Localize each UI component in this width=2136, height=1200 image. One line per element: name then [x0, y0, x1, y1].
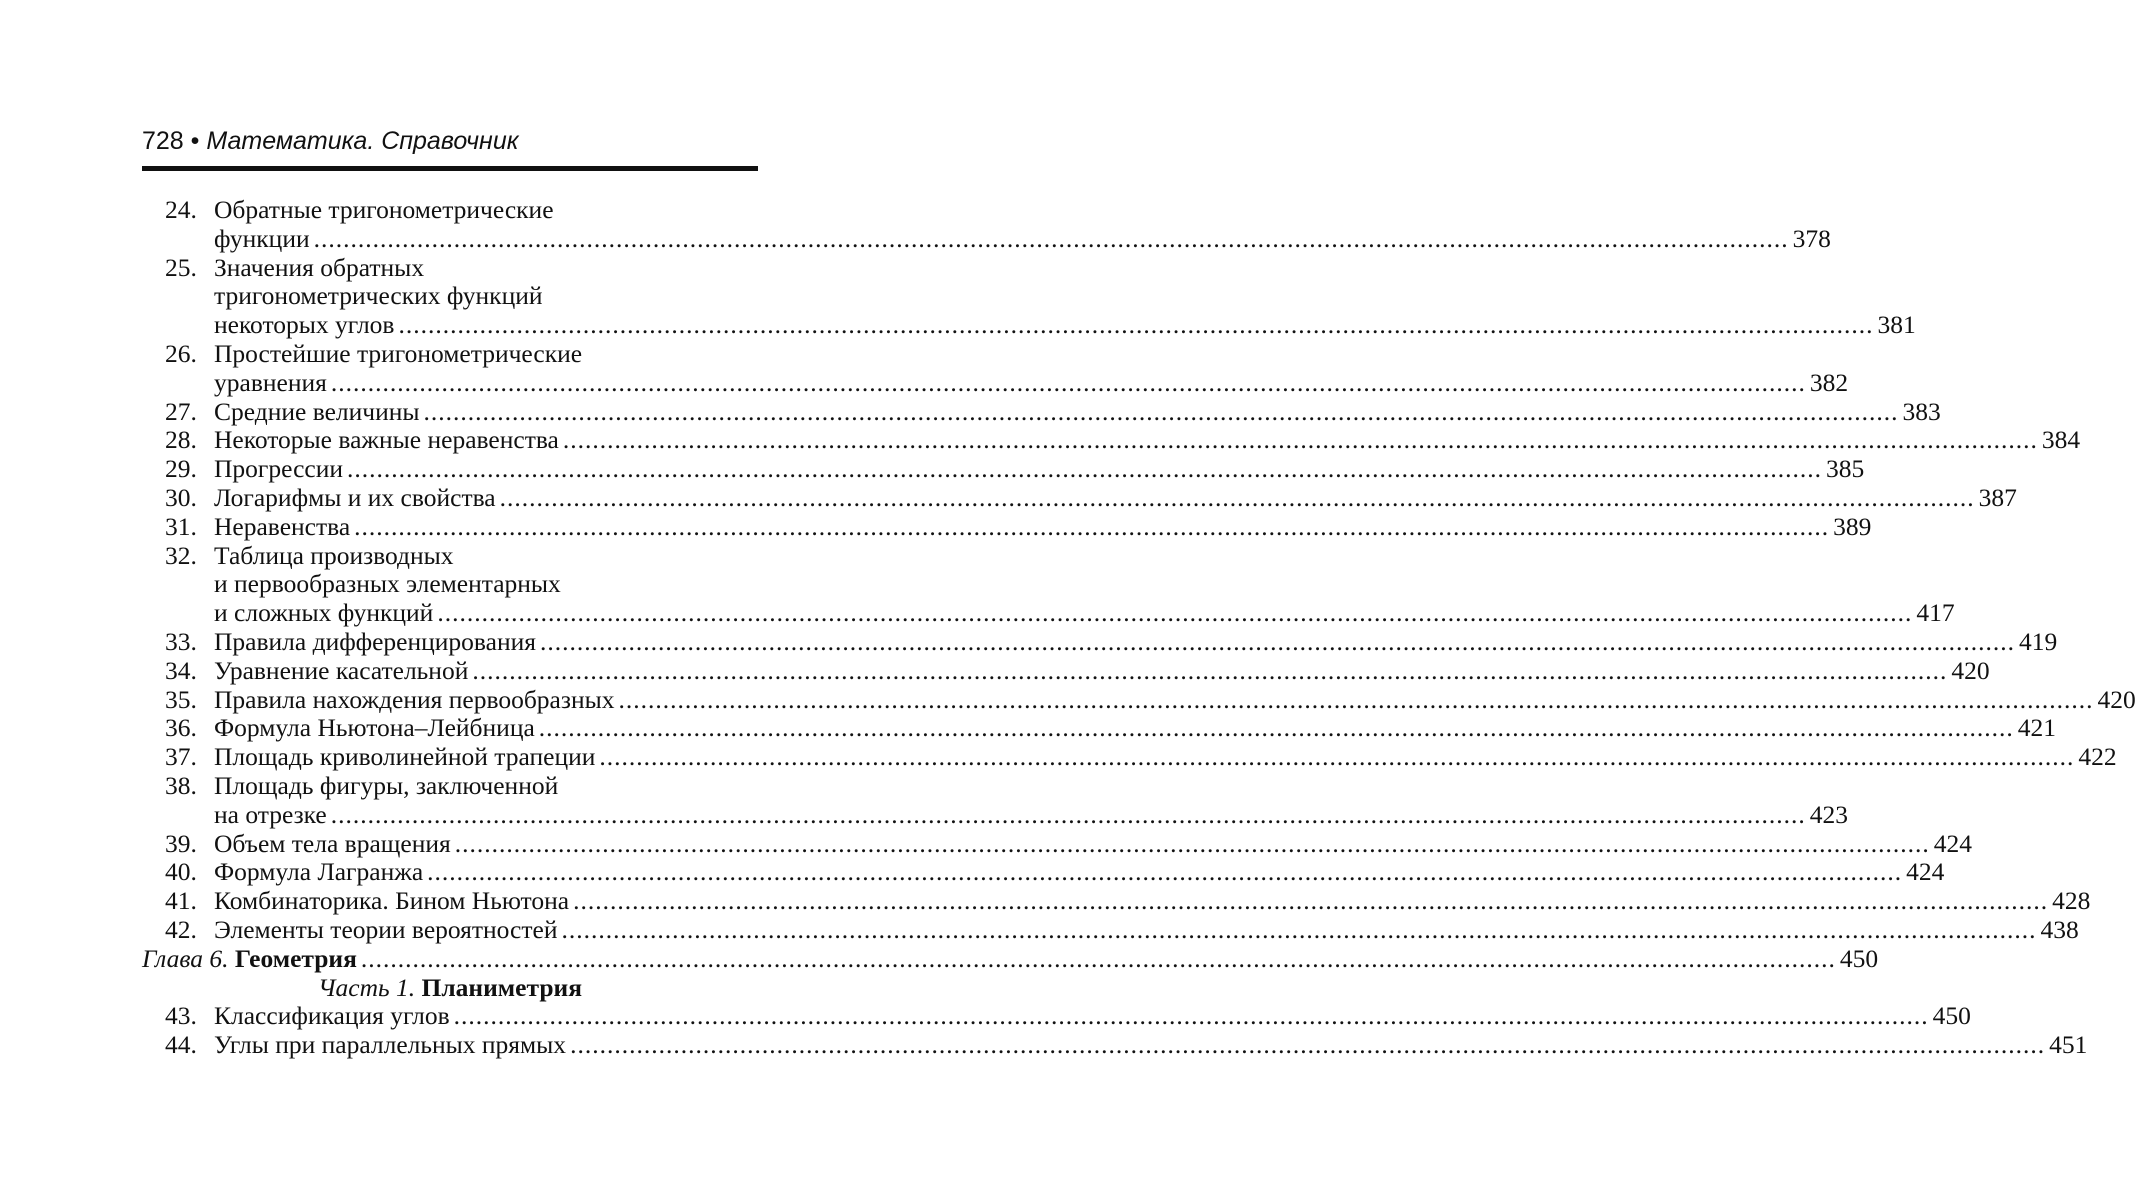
toc-entry[interactable] — [142, 252, 1916, 340]
toc-entry[interactable] — [142, 828, 1972, 859]
toc-entry-title: Комбинаторика. Бином Ньютона — [214, 886, 570, 916]
toc-entry-leader-row[interactable] — [214, 626, 2058, 657]
toc-entry-number: 31. — [165, 511, 197, 541]
toc-entry[interactable] — [142, 396, 1941, 427]
dot-leader: ........................................................................................................................................................................................................ — [437, 598, 1913, 628]
toc-entry-number: 33. — [165, 626, 197, 656]
toc-entry-number: 35. — [165, 684, 197, 714]
toc-line — [142, 1001, 1971, 1031]
toc-entry-leader-row[interactable] — [214, 396, 1941, 427]
chapter-page: 450 — [1839, 943, 1879, 973]
toc-entry[interactable] — [142, 655, 1990, 686]
toc-entry-title: Площадь криволинейной трапеции — [214, 742, 596, 772]
toc-line — [142, 772, 758, 801]
dot-leader: ........................................................................................................................................................................................................ — [539, 626, 2015, 656]
toc-entry-leader-row[interactable] — [214, 511, 1872, 542]
toc-entry-number: 29. — [165, 454, 197, 484]
chapter-heading[interactable] — [142, 943, 1879, 974]
dot-leader: ........................................................................................................................................................................................................ — [453, 1001, 1929, 1031]
toc-entry-leader-row[interactable] — [214, 454, 1865, 484]
toc-entry[interactable] — [142, 742, 2117, 772]
toc-entry[interactable] — [142, 713, 2057, 743]
toc-entry-page: 428 — [2052, 886, 2091, 916]
toc-line — [142, 511, 1872, 542]
toc-entry-number: 42. — [165, 914, 197, 944]
toc-entry-page: 421 — [2017, 713, 2057, 743]
toc-entry-page: 378 — [1792, 223, 1831, 253]
toc-line — [142, 799, 1848, 830]
toc-entry-title-part: Таблица производных — [214, 540, 454, 570]
header-rule — [142, 166, 758, 171]
toc-entry-leader-row[interactable] — [214, 713, 2057, 743]
toc-entry-leader-row[interactable] — [214, 886, 2091, 916]
toc-entry[interactable] — [142, 886, 2091, 916]
toc-entry-title: Уравнение касательной — [214, 655, 469, 685]
part-name: Планиметрия — [421, 972, 583, 1002]
toc-entry-number: 32. — [165, 540, 197, 570]
toc-entry-title: Классификация углов — [214, 1001, 450, 1031]
toc-line — [142, 223, 1831, 254]
toc-entry-title: Неравенства — [214, 511, 351, 541]
toc-entry-number: 40. — [165, 857, 197, 887]
toc-entry-page: 381 — [1877, 310, 1916, 340]
dot-leader: ........................................................................................................................................................................................................ — [472, 655, 1948, 685]
toc-entry-page: 420 — [2097, 684, 2136, 714]
part-label: Часть 1. — [317, 972, 416, 1002]
toc-entry[interactable] — [142, 1001, 1971, 1031]
toc-line — [142, 1030, 2088, 1060]
toc-entry-number: 27. — [165, 396, 197, 426]
toc-entry-number: 41. — [165, 886, 197, 916]
dot-leader: ........................................................................................................................................................................................................ — [618, 684, 2094, 714]
toc-line — [142, 598, 1955, 628]
toc-entry-number: 36. — [165, 713, 197, 743]
toc-line — [142, 626, 2058, 657]
toc-entry-number: 30. — [165, 482, 197, 512]
toc-entry[interactable] — [142, 338, 1849, 398]
toc-entry[interactable] — [142, 454, 1865, 484]
toc-entry-page: 385 — [1826, 454, 1865, 484]
toc-entry-page: 389 — [1833, 511, 1872, 541]
toc-entry-leader-row[interactable] — [214, 223, 1831, 254]
toc-line — [142, 282, 758, 311]
toc-entry-title: Формула Ньютона–Лейбница — [214, 713, 535, 743]
toc-entry-leader-row[interactable] — [214, 310, 1916, 340]
toc-entry-title: и сложных функций — [214, 598, 434, 628]
toc-entry-number: 39. — [165, 828, 197, 858]
dot-leader: ........................................................................................................................................................................................................ — [561, 914, 2037, 944]
dot-leader: ........................................................................................................................................................................................................ — [570, 1030, 2046, 1060]
dot-leader: ........................................................................................................................................................................................................ — [599, 742, 2075, 772]
toc-line — [142, 482, 2017, 513]
dot-leader: ........................................................................................................................................................................................................ — [313, 223, 1789, 253]
dot-leader: ........................................................................................................................................................................................................ — [538, 713, 2014, 743]
toc-entry-title: функции — [214, 223, 310, 253]
toc-entry[interactable] — [142, 511, 1872, 542]
toc-entry-title: Правила нахождения первообразных — [214, 684, 615, 714]
toc-line — [142, 310, 1916, 340]
toc-entry-title: Формула Лагранжа — [214, 857, 424, 887]
toc-entry-leader-row[interactable] — [214, 482, 2017, 513]
toc-entry-page: 424 — [1933, 828, 1972, 858]
dot-leader: ........................................................................................................................................................................................................ — [354, 511, 1830, 541]
chapter-leader-row — [142, 943, 1879, 974]
toc-entry-title-part: Площадь фигуры, заключенной — [214, 770, 559, 800]
toc-entry-leader-row[interactable] — [214, 598, 1955, 628]
toc-entry-number: 26. — [165, 338, 197, 368]
toc-entry[interactable] — [142, 1030, 2088, 1060]
toc-entry-leader-row[interactable] — [214, 655, 1990, 686]
toc-entry-title-part: Обратные тригонометрические — [214, 195, 554, 224]
header-separator: • — [190, 127, 200, 155]
dot-leader: ........................................................................................................................................................................................................ — [330, 799, 1806, 829]
running-header — [142, 118, 758, 168]
header-text — [142, 126, 519, 156]
toc-entry-page: 419 — [2018, 626, 2058, 656]
toc-entry-number: 34. — [165, 655, 197, 685]
toc-entry-title: Правила дифференцирования — [214, 626, 536, 656]
dot-leader: ........................................................................................................................................................................................................ — [360, 943, 1836, 973]
toc-entry-number: 37. — [165, 742, 197, 772]
toc-entry-title-part: Простейшие тригонометрические — [214, 338, 583, 368]
toc-entry-title: Прогрессии — [214, 454, 344, 484]
toc-entry-title: Логарифмы и их свойства — [214, 482, 496, 512]
toc-entry-leader-row[interactable] — [214, 425, 2081, 455]
toc-line — [142, 742, 2117, 772]
toc-line — [142, 713, 2057, 743]
dot-leader: ........................................................................................................................................................................................................ — [562, 425, 2038, 455]
toc-entry[interactable] — [142, 857, 1945, 887]
toc-entry-leader-row[interactable] — [214, 742, 2117, 772]
toc-line — [142, 396, 1941, 427]
toc-line — [142, 340, 758, 369]
dot-leader: ........................................................................................................................................................................................................ — [347, 454, 1823, 484]
toc-line — [142, 196, 758, 225]
toc-line — [142, 684, 2136, 715]
chapter-name: Геометрия — [234, 943, 357, 973]
toc-entry-number: 43. — [165, 1001, 197, 1031]
toc-entry-title: на отрезке — [214, 799, 327, 829]
toc-line — [142, 857, 1945, 887]
header-page-number: 728 — [142, 127, 184, 155]
toc-entry[interactable] — [142, 425, 2081, 455]
dot-leader: ........................................................................................................................................................................................................ — [454, 828, 1930, 858]
dot-leader: ........................................................................................................................................................................................................ — [499, 482, 1975, 512]
toc-entry-page: 387 — [1978, 482, 2017, 512]
toc-entry[interactable] — [142, 195, 1831, 254]
toc-entry[interactable] — [142, 626, 2058, 657]
toc-entry-leader-row[interactable] — [214, 914, 2079, 945]
dot-leader: ........................................................................................................................................................................................................ — [427, 857, 1903, 887]
toc-entry-leader-row[interactable] — [214, 1030, 2088, 1060]
chapter-title — [142, 945, 357, 974]
toc-entry-page: 417 — [1916, 598, 1955, 628]
toc-entry-number: 44. — [165, 1030, 197, 1060]
dot-leader: ........................................................................................................................................................................................................ — [423, 396, 1899, 426]
toc-entry-page: 420 — [1951, 655, 1990, 685]
toc-entry-title-part: тригонометрических функций — [214, 281, 543, 311]
toc-line — [142, 454, 1865, 484]
header-title: Математика. Справочник — [206, 127, 519, 155]
toc-entry[interactable] — [142, 914, 2079, 945]
part-heading[interactable] — [142, 974, 758, 1003]
dot-leader: ........................................................................................................................................................................................................ — [330, 367, 1806, 397]
toc-entry-title-part: Значения обратных — [214, 252, 425, 282]
toc-entry-page: 382 — [1809, 367, 1849, 397]
toc-entry-page: 424 — [1906, 857, 1945, 887]
toc-entry[interactable] — [142, 540, 1955, 628]
toc-entry-page: 423 — [1809, 799, 1848, 829]
table-of-contents — [142, 195, 2136, 1060]
toc-entry-page: 451 — [2049, 1030, 2088, 1060]
toc-entry-page: 422 — [2078, 742, 2117, 772]
toc-line — [142, 570, 758, 599]
toc-entry-leader-row[interactable] — [214, 799, 1848, 830]
toc-entry-number: 25. — [165, 252, 197, 282]
toc-entry-leader-row[interactable] — [214, 367, 1849, 398]
toc-line — [142, 914, 2079, 945]
toc-entry-number: 24. — [165, 195, 197, 224]
toc-entry-leader-row[interactable] — [214, 857, 1945, 887]
toc-entry-title: Элементы теории вероятностей — [214, 914, 558, 944]
toc-line — [142, 425, 2081, 455]
toc-entry-title: Углы при параллельных прямых — [214, 1030, 567, 1060]
toc-entry-page: 384 — [2041, 425, 2081, 455]
toc-entry-page: 438 — [2040, 914, 2079, 944]
toc-line — [142, 542, 758, 571]
toc-entry[interactable] — [142, 684, 2136, 715]
toc-entry-number: 38. — [165, 770, 197, 800]
toc-line — [142, 254, 758, 283]
toc-entry[interactable] — [142, 770, 1848, 830]
toc-line — [142, 828, 1972, 859]
toc-entry-number: 28. — [165, 425, 197, 455]
toc-entry-leader-row[interactable] — [214, 828, 1972, 859]
toc-entry-leader-row[interactable] — [214, 1001, 1971, 1031]
toc-entry-title: Средние величины — [214, 396, 420, 426]
toc-entry-page: 383 — [1902, 396, 1941, 426]
toc-line — [142, 367, 1849, 398]
dot-leader: ........................................................................................................................................................................................................ — [398, 310, 1874, 340]
toc-entry-leader-row[interactable] — [214, 684, 2136, 715]
toc-line — [142, 655, 1990, 686]
toc-entry-title: некоторых углов — [214, 310, 395, 340]
toc-entry[interactable] — [142, 482, 2017, 513]
toc-entry-title: Объем тела вращения — [214, 828, 451, 858]
chapter-label: Глава 6. — [142, 943, 229, 973]
toc-entry-page: 450 — [1932, 1001, 1971, 1031]
dot-leader: ........................................................................................................................................................................................................ — [573, 886, 2049, 916]
toc-entry-title-part: и первообразных элементарных — [214, 569, 561, 599]
toc-line — [142, 886, 2091, 916]
toc-entry-title: уравнения — [214, 367, 327, 397]
toc-entry-title: Некоторые важные неравенства — [214, 425, 559, 455]
